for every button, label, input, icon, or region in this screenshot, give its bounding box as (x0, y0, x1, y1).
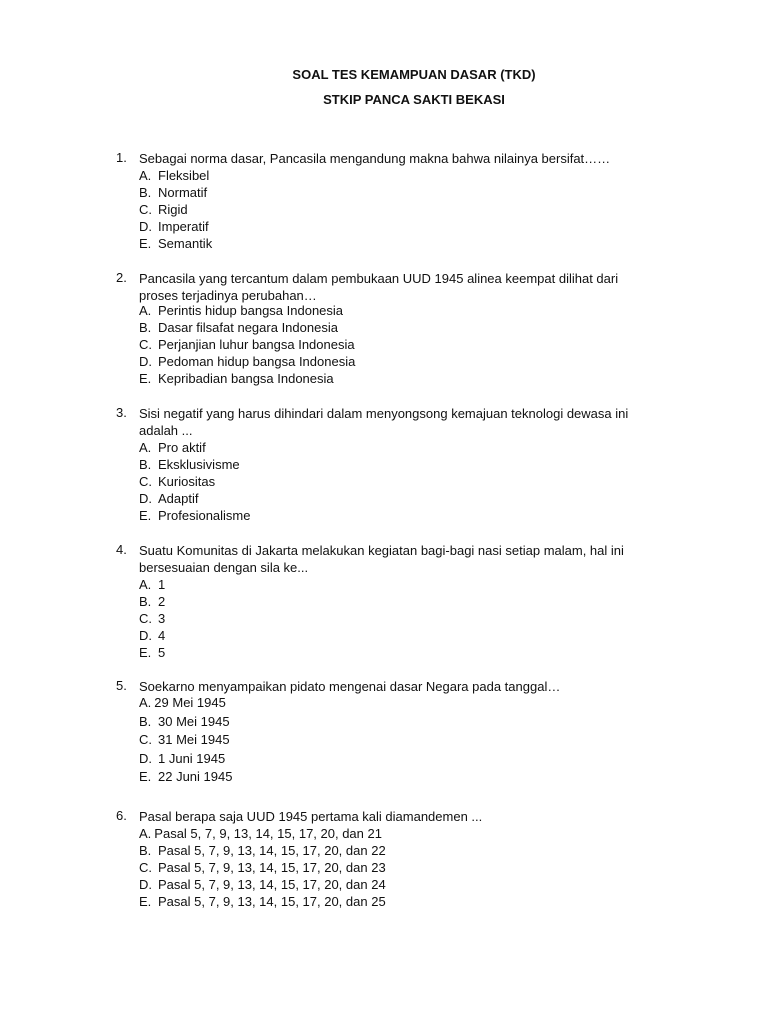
option-letter: A. (139, 577, 152, 592)
option-c[interactable] (139, 201, 212, 218)
option-letter: C. (139, 474, 152, 489)
option-text: Normatif (158, 185, 208, 200)
option-d[interactable] (139, 876, 386, 893)
option-letter: C. (139, 337, 152, 352)
answer-options (139, 302, 355, 387)
option-text: 1 (158, 577, 166, 592)
option-a[interactable] (139, 167, 212, 184)
question-number: 4. (116, 542, 127, 557)
option-letter: B. (139, 843, 152, 858)
option-text: Adaptif (158, 491, 199, 506)
option-text: Pasal 5, 7, 9, 13, 14, 15, 17, 20, dan 22 (158, 843, 386, 858)
option-text: 4 (158, 628, 166, 643)
option-letter: D. (139, 877, 152, 892)
document-title: SOAL TES KEMAMPUAN DASAR (TKD) (292, 67, 536, 82)
option-text: Eksklusivisme (158, 457, 240, 472)
option-e[interactable] (139, 768, 232, 787)
answer-options (139, 694, 232, 787)
option-d[interactable] (139, 490, 251, 507)
option-text: Pro aktif (158, 440, 206, 455)
option-text: Fleksibel (158, 168, 210, 183)
document-subtitle: STKIP PANCA SAKTI BEKASI (323, 92, 505, 107)
option-e[interactable] (139, 507, 251, 524)
option-text: Perjanjian luhur bangsa Indonesia (158, 337, 355, 352)
question-text: Pancasila yang tercantum dalam pembukaan UUD 1945 alinea keempat dilihat dari proses terjadinya perubahan… (139, 271, 619, 303)
option-text: Perintis hidup bangsa Indonesia (158, 303, 344, 318)
option-letter: B. (139, 185, 152, 200)
option-letter: E. (139, 371, 152, 386)
answer-options (139, 167, 212, 252)
option-text: Pasal 5, 7, 9, 13, 14, 15, 17, 20, dan 24 (158, 877, 386, 892)
option-text: Imperatif (158, 219, 209, 234)
option-letter: B. (139, 457, 152, 472)
option-letter: B. (139, 320, 152, 335)
option-letter: D. (139, 491, 152, 506)
option-letter: E. (139, 236, 152, 251)
option-text: Kuriositas (158, 474, 216, 489)
option-text: 31 Mei 1945 (158, 732, 230, 747)
option-letter: C. (139, 860, 152, 875)
question-number: 3. (116, 405, 127, 420)
option-text: Pasal 5, 7, 9, 13, 14, 15, 17, 20, dan 21 (154, 826, 382, 841)
option-d[interactable] (139, 627, 165, 644)
option-a[interactable] (139, 302, 355, 319)
option-text: Profesionalisme (158, 508, 251, 523)
option-text: 30 Mei 1945 (158, 713, 230, 729)
option-e[interactable] (139, 644, 165, 661)
option-c[interactable] (139, 473, 251, 490)
option-letter: C. (139, 732, 152, 747)
option-letter: B. (139, 594, 152, 609)
option-a[interactable] (139, 825, 386, 842)
option-c[interactable] (139, 610, 165, 627)
option-letter: D. (139, 219, 152, 234)
option-text: 29 Mei 1945 (154, 695, 226, 710)
option-d[interactable] (139, 750, 232, 769)
option-letter: A. (139, 168, 152, 183)
option-e[interactable] (139, 370, 355, 387)
question-number: 5. (116, 678, 127, 693)
option-text: Pasal 5, 7, 9, 13, 14, 15, 17, 20, dan 23 (158, 860, 386, 875)
option-b[interactable] (139, 713, 232, 732)
option-text: Pedoman hidup bangsa Indonesia (158, 354, 356, 369)
question-text: Sebagai norma dasar, Pancasila mengandung makna bahwa nilainya bersifat…… (139, 151, 611, 166)
answer-options (139, 825, 386, 910)
option-letter: A. (139, 440, 152, 455)
option-c[interactable] (139, 859, 386, 876)
option-d[interactable] (139, 218, 212, 235)
option-c[interactable] (139, 731, 232, 750)
option-text: 5 (158, 645, 166, 660)
option-d[interactable] (139, 353, 355, 370)
option-b[interactable] (139, 184, 212, 201)
option-letter: E. (139, 894, 152, 909)
question-text: Sisi negatif yang harus dihindari dalam menyongsong kemajuan teknologi dewasa ini adalah ... (139, 406, 629, 438)
option-text: 2 (158, 594, 166, 609)
option-letter: A. (139, 303, 152, 318)
option-text: 22 Juni 1945 (158, 769, 233, 784)
question-number: 2. (116, 270, 127, 285)
option-letter: A. (139, 826, 152, 841)
option-b[interactable] (139, 842, 386, 859)
option-b[interactable] (139, 456, 251, 473)
option-e[interactable] (139, 235, 212, 252)
option-text: Rigid (158, 202, 188, 217)
option-letter: B. (139, 713, 152, 729)
option-b[interactable] (139, 593, 165, 610)
question-text: Pasal berapa saja UUD 1945 pertama kali diamandemen ... (139, 809, 483, 824)
option-a[interactable] (139, 576, 165, 593)
option-text: 1 Juni 1945 (158, 750, 226, 766)
option-letter: D. (139, 750, 152, 766)
option-a[interactable] (139, 439, 251, 456)
option-letter: C. (139, 202, 152, 217)
question-text: Soekarno menyampaikan pidato mengenai dasar Negara pada tanggal… (139, 679, 561, 694)
option-letter: E. (139, 645, 152, 660)
option-b[interactable] (139, 319, 355, 336)
option-c[interactable] (139, 336, 355, 353)
option-letter: D. (139, 628, 152, 643)
option-text: Kepribadian bangsa Indonesia (158, 371, 334, 386)
option-letter: D. (139, 354, 152, 369)
option-text: Pasal 5, 7, 9, 13, 14, 15, 17, 20, dan 25 (158, 894, 386, 909)
option-text: 3 (158, 611, 166, 626)
option-text: Dasar filsafat negara Indonesia (158, 320, 338, 335)
option-a[interactable] (139, 694, 232, 713)
answer-options (139, 576, 165, 661)
question-number: 1. (116, 150, 127, 165)
option-letter: E. (139, 769, 152, 784)
option-letter: E. (139, 508, 152, 523)
option-letter: C. (139, 611, 152, 626)
answer-options (139, 439, 251, 524)
option-text: Semantik (158, 236, 213, 251)
question-number: 6. (116, 808, 127, 823)
option-letter: A. (139, 695, 152, 710)
question-text: Suatu Komunitas di Jakarta melakukan kegiatan bagi-bagi nasi setiap malam, hal ini bersesuaian dengan sila ke... (139, 543, 624, 575)
option-e[interactable] (139, 893, 386, 910)
